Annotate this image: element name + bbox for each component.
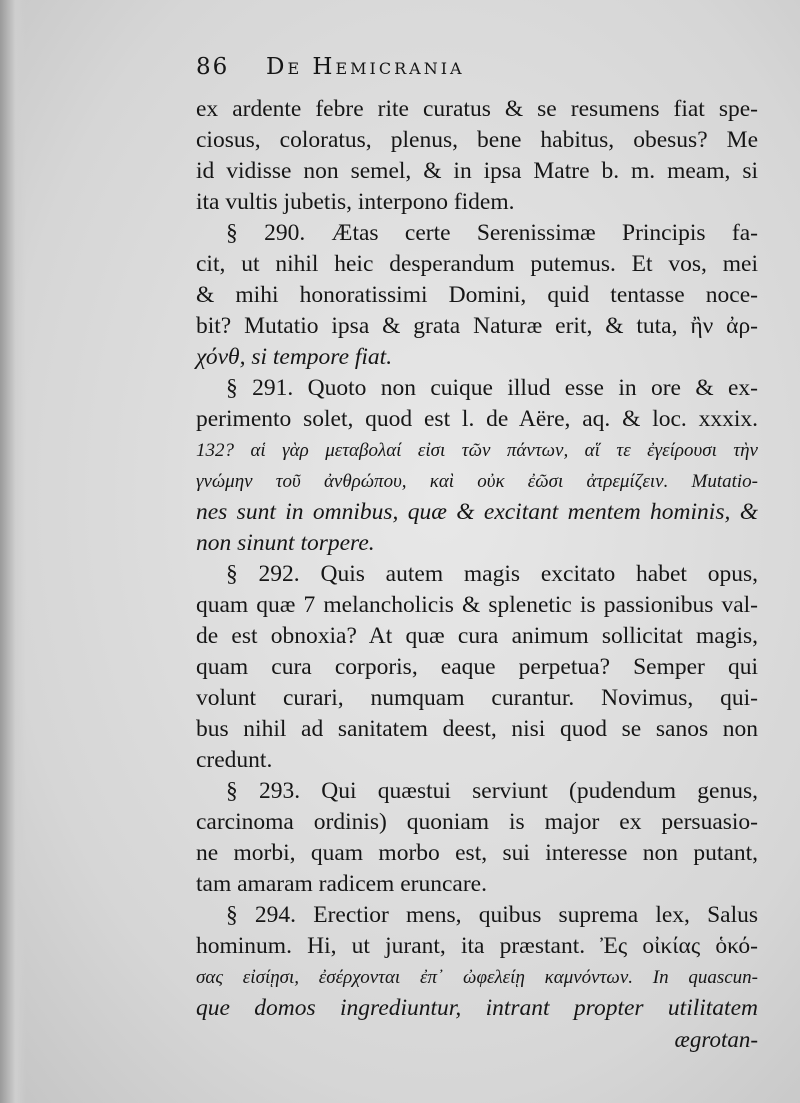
text-block xyxy=(196,54,758,1055)
text-line: § 291. Quoto non cuique illud esse in ore & ex- xyxy=(226,375,758,401)
page-number: 86 xyxy=(196,54,230,80)
text-line: § 294. Erectior mens, quibus suprema lex, Salus xyxy=(226,902,758,928)
paragraph-290 xyxy=(196,218,758,373)
text-line: de est obnoxia? At quæ cura animum sollicitat magis, xyxy=(196,623,758,649)
text-line: non sinunt torpere. xyxy=(196,530,375,556)
text-line: ciosus, coloratus, plenus, bene habitus, obesus? Me xyxy=(196,127,758,153)
text-line: perimento solet, quod est l. de Aëre, aq. & loc. xxxix. xyxy=(196,406,758,432)
text-line: & mihi honoratissimi Domini, quid tentasse noce- xyxy=(196,282,758,308)
binding-gutter xyxy=(0,0,26,1103)
page-header xyxy=(196,54,758,94)
text-line: bus nihil ad sanitatem deest, nisi quod se sanos non xyxy=(196,716,758,742)
paragraph-292 xyxy=(196,559,758,776)
text-line: ne morbi, quam morbo est, sui interesse non putant, xyxy=(196,840,758,866)
catchword: ægrotan- xyxy=(674,1027,758,1052)
text-line: credunt. xyxy=(196,747,273,773)
text-line: § 290. Ætas certe Serenissimæ Principis fa- xyxy=(226,220,758,246)
text-line: volunt curari, numquam curantur. Novimus, qui- xyxy=(196,685,758,711)
text-line: id vidisse non semel, & in ipsa Matre b. m. meam, si xyxy=(196,158,758,184)
text-line: bit? Mutatio ipsa & grata Naturæ erit, & tuta, ἢν ἀρ- xyxy=(196,313,758,339)
greek-line: γνώμην τοῦ ἀνθρώπου, καὶ οὐκ ἐῶσι ἀτρεμίζειν. Mutatio- xyxy=(196,471,758,492)
text-line: § 292. Quis autem magis excitato habet opus, xyxy=(226,561,758,587)
text-line: cit, ut nihil heic desperandum putemus. Et vos, mei xyxy=(196,251,758,277)
text-line: ita vultis jubetis, interpono fidem. xyxy=(196,189,515,215)
text-line: ex ardente febre rite curatus & se resumens fiat spe- xyxy=(196,96,758,122)
text-line: que domos ingrediuntur, intrant propter utilitatem xyxy=(196,995,758,1021)
text-line: hominum. Hi, ut jurant, ita præstant. Ἐς οἰκίας ὁκό- xyxy=(196,933,758,959)
paragraph xyxy=(196,94,758,218)
greek-line: 132? αἱ γὰρ μεταβολαί εἰσι τῶν πάντων, αἵ τε ἐγείρουσι τὴν xyxy=(196,440,758,461)
text-line: quam quæ 7 melancholicis & splenetic is passionibus val- xyxy=(196,592,758,618)
paragraph-293 xyxy=(196,776,758,900)
paragraph-291 xyxy=(196,373,758,559)
paragraph-294 xyxy=(196,900,758,1024)
text-line: χόνθ, si tempore fiat. xyxy=(196,344,393,370)
text-line: nes sunt in omnibus, quæ & excitant mentem hominis, & xyxy=(196,499,758,525)
text-line: tam amaram radicem eruncare. xyxy=(196,871,487,897)
running-head: De Hemicrania xyxy=(266,54,465,80)
text-line: quam cura corporis, eaque perpetua? Semper qui xyxy=(196,654,758,680)
text-line: carcinoma ordinis) quoniam is major ex persuasio- xyxy=(196,809,758,835)
text-line: § 293. Qui quæstui serviunt (pudendum genus, xyxy=(226,778,758,804)
greek-line: σας εἰσίῃσι, ἐσέρχονται ἐπ᾿ ὠφελείῃ καμνόντων. In quascun- xyxy=(196,967,758,988)
